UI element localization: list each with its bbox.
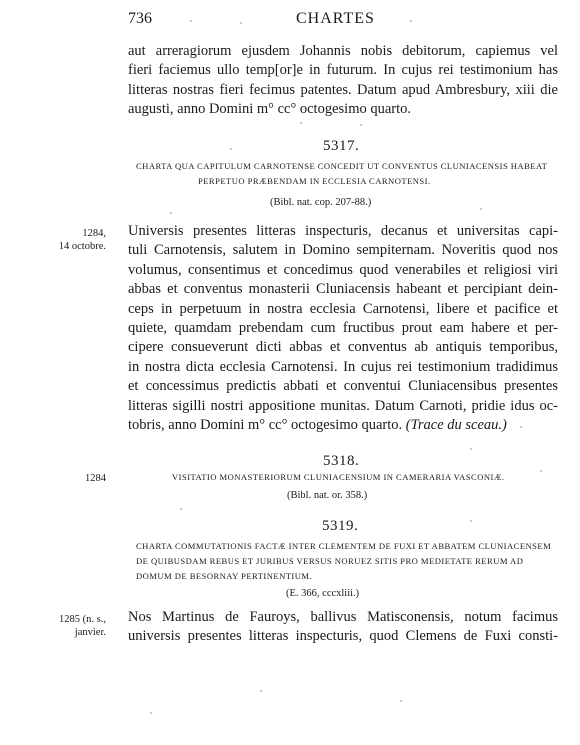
text-line: in nostra dicta ecclesia Carnotensi. In cujus rei testimonium tradidimus [128,358,558,375]
charter-title-5317-line1: CHARTA QUA CAPITULUM CARNOTENSE CONCEDIT UT CONVENTUS CLUNIACENSIS HABEAT [136,161,548,171]
bleed-speck [470,448,472,450]
bleed-speck [540,470,542,472]
text-line: Nos Martinus de Fauroys, ballivus Matisconensis, notum facimus [128,609,558,625]
margin-date-5318 [36,472,106,485]
charter-source-5317: (Bibl. nat. cop. 207-88.) [270,197,372,208]
charter-text-5317 [128,222,558,435]
text-line-end: tobris, anno Domini m° cc° octogesimo quarto. [128,417,403,434]
text-line: cipere consueverunt dicti abbas et conventus ab antiquis temporibus, [128,339,558,356]
bleed-speck [190,20,192,22]
charter-title-5319-line2: DE QUIBUSDAM REBUS ET JURIBUS VERSUS NORUEZ SITIS PRO MEDIETATE RERUM AD [136,556,524,566]
charter-title-5319-line1: CHARTA COMMUTATIONIS FACTÆ INTER CLEMENTEM DE FUXI ET ABBATEM CLUNIACENSEM [136,541,552,551]
margin-date-line: janvier. [74,627,106,638]
bleed-speck [180,508,182,510]
bleed-speck [300,122,302,124]
bleed-speck [240,22,242,24]
running-title: CHARTES [296,10,375,27]
continued-text [128,42,558,120]
bleed-speck [360,124,362,126]
text-line: aut arreragiorum ejusdem Johannis nobis debitorum, capiemus vel [128,43,558,59]
bleed-speck [520,426,522,428]
margin-date-line: 1284 [85,473,106,484]
bleed-speck [150,712,152,714]
text-line: universis presentes litteras inspecturis, quod Clemens de Fuxi consti- [128,628,558,645]
bleed-speck [230,148,232,150]
charter-title-5319-line3: DOMUM DE BESORNAY PERTINENTIUM. [136,571,313,581]
charter-number-5318: 5318. [323,453,360,469]
charter-source-5318: (Bibl. nat. or. 358.) [287,490,368,501]
margin-date-line: 1285 (n. s., [59,614,106,625]
text-line: volumus, consentimus et concedimus quod venerabiles et religiosi viri [128,261,558,278]
charter-title-5317-line2: PERPETUO PRÆBENDAM IN ECCLESIA CARNOTENSI. [198,176,431,186]
text-line: abbas et conventus monasterii Cluniacensis habeant et percipiant dein- [128,281,558,298]
bleed-speck [470,520,472,522]
text-line [128,416,558,435]
text-line: litteras nostras fieri fecimus patentes. Datum apud Ambresbury, xiii die [128,81,558,98]
margin-date-line: 1284, [82,228,106,239]
charter-number-5319: 5319. [322,518,359,534]
text-line: quiete, quamdam prebendam cum fructibus prout eam habere et per- [128,320,558,337]
text-line: tuli Carnotensis, salutem in Domino sempiternam. Noveritis quod nos [128,242,558,259]
bleed-speck [480,208,482,210]
charter-text-5319 [128,608,558,647]
seal-note: (Trace du sceau.) [405,417,507,434]
charter-title-5318: VISITATIO MONASTERIORUM CLUNIACENSIUM IN CAMERARIA VASCONIÆ. [172,472,505,482]
text-line: augusti, anno Domini m° cc° octogesimo quarto. [128,101,412,118]
charter-source-5319: (E. 366, cccxliii.) [286,588,360,599]
text-line: ceps in perpetuum in nostra ecclesia Carnotensi, libere et pacifice et [128,300,558,317]
bleed-speck [170,212,172,214]
text-line: litteras sigilli nostri appositione munitas. Datum Carnoti, pridie idus oc- [128,397,558,414]
bleed-speck [400,700,402,702]
text-line: et concessimus predictis abbati et conventui Cluniacensibus presentes [128,378,558,395]
bleed-speck [260,690,262,692]
margin-date-5317 [36,227,106,253]
margin-date-5319 [36,613,106,639]
margin-date-line: 14 octobre. [58,241,106,252]
text-line: fieri faciemus ullo temp[or]e in futurum. In cujus rei testimonium has [128,62,558,79]
charter-number-5317: 5317. [323,138,360,154]
bleed-speck [410,20,412,22]
page-number: 736 [128,10,152,27]
text-line: Universis presentes litteras inspecturis, decanus et universitas capi- [128,223,558,239]
